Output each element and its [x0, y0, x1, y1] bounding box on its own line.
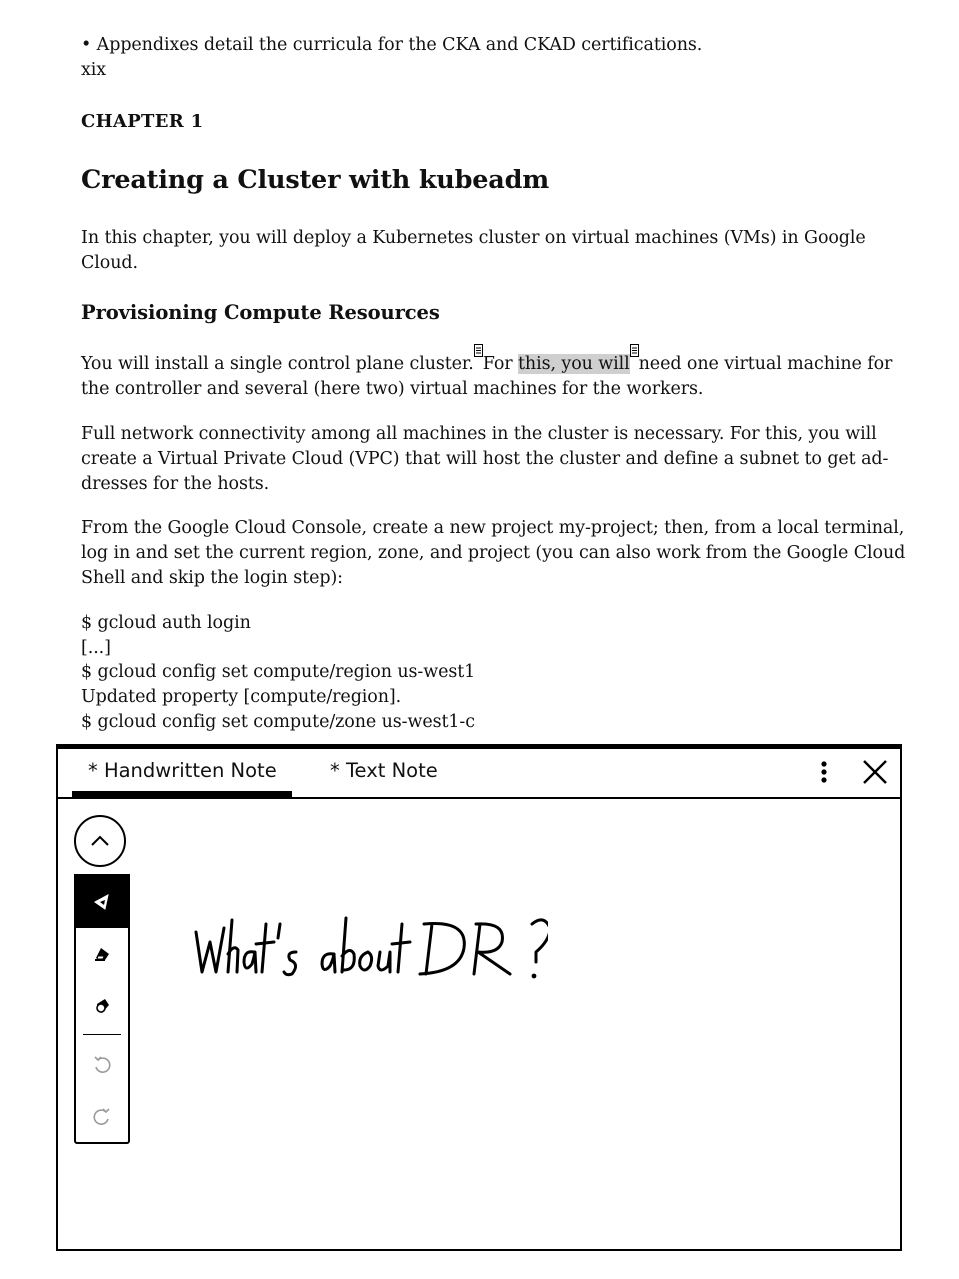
- code-line: Updated property [compute/region].: [81, 687, 402, 707]
- highlighter-icon[interactable]: [76, 928, 128, 980]
- text-line: • Appendixes detail the curricula for the CKA and CKAD certifications.: [81, 35, 703, 55]
- chapter-label: CHAPTER 1: [81, 111, 204, 132]
- text-span: need one virtual machine for: [638, 354, 893, 374]
- code-line: $ gcloud config set compute/region us-west1: [81, 662, 476, 682]
- note-marker-icon[interactable]: [474, 344, 483, 357]
- text-line: log in and set the current region, zone, and project (you can also work from the Google Cloud: [81, 543, 906, 563]
- code-line: [...]: [81, 638, 111, 658]
- pen-icon[interactable]: [76, 876, 128, 928]
- text-line: dresses for the hosts.: [81, 474, 270, 494]
- note-panel: [56, 744, 902, 1251]
- active-tab-indicator: [72, 791, 292, 797]
- chapter-title: Creating a Cluster with kubeadm: [81, 165, 550, 195]
- text-line: Shell and skip the login step):: [81, 568, 343, 588]
- text-line: create a Virtual Private Cloud (VPC) that will host the cluster and define a subnet to get ad-: [81, 449, 889, 469]
- text-line: Cloud.: [81, 253, 138, 273]
- page-number: xix: [81, 60, 107, 80]
- note-marker-icon[interactable]: [630, 344, 639, 357]
- close-icon[interactable]: [860, 757, 890, 787]
- text-line: Full network connectivity among all machines in the cluster is necessary. For this, you will: [81, 424, 877, 444]
- tab-text-note[interactable]: * Text Note: [330, 759, 438, 782]
- tab-handwritten-note[interactable]: * Handwritten Note: [88, 759, 277, 782]
- eraser-icon[interactable]: [76, 980, 128, 1032]
- toolbar-divider: [83, 1034, 121, 1035]
- text-line: In this chapter, you will deploy a Kubernetes cluster on virtual machines (VMs) in Google: [81, 228, 866, 248]
- highlighted-text[interactable]: this, you will: [518, 354, 630, 374]
- text-line: From the Google Cloud Console, create a new project my-project; then, from a local terminal,: [81, 518, 905, 538]
- code-line: $ gcloud auth login: [81, 613, 251, 633]
- more-vertical-icon[interactable]: [816, 759, 832, 785]
- text-line: [81, 354, 892, 374]
- section-heading: Provisioning Compute Resources: [81, 301, 440, 324]
- note-tab-bar: [58, 749, 900, 799]
- text-span: For: [482, 354, 518, 374]
- handwritten-note-ink: [188, 894, 548, 998]
- code-line: $ gcloud config set compute/zone us-west1-c: [81, 712, 475, 732]
- drawing-toolbar: [74, 874, 130, 1144]
- redo-icon[interactable]: [76, 1090, 128, 1142]
- undo-icon[interactable]: [76, 1038, 128, 1090]
- text-span: You will install a single control plane cluster.: [81, 354, 474, 374]
- chevron-up-icon[interactable]: [74, 815, 126, 867]
- text-line: the controller and several (here two) virtual machines for the workers.: [81, 379, 704, 399]
